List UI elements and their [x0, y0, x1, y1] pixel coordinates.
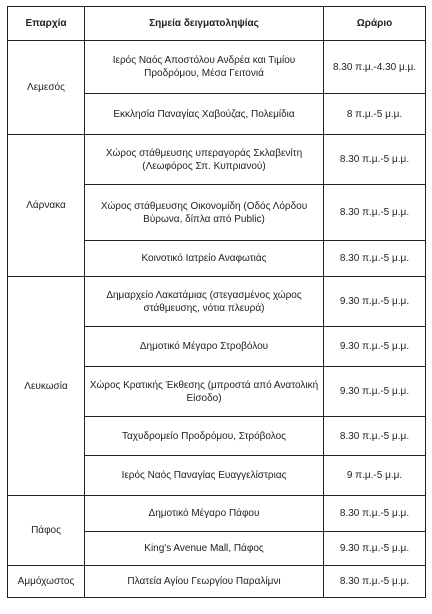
header-hours: Ωράριο — [324, 7, 426, 41]
hours-cell: 8.30 π.μ.-5 μ.μ. — [324, 566, 426, 598]
hours-cell: 9.30 π.μ.-5 μ.μ. — [324, 277, 426, 327]
location-cell: Ιερός Ναός Παναγίας Ευαγγελίστριας — [85, 456, 324, 496]
table-row — [8, 566, 426, 598]
district-cell: Πάφος — [8, 496, 85, 566]
table-row — [8, 277, 426, 327]
table-header-row — [8, 7, 426, 41]
hours-cell: 8 π.μ.-5 μ.μ. — [324, 94, 426, 135]
district-cell: Λεμεσός — [8, 41, 85, 135]
table-row — [8, 135, 426, 185]
location-cell: Δημοτικό Μέγαρο Πάφου — [85, 496, 324, 532]
location-cell: Ταχυδρομείο Προδρόμου, Στρόβολος — [85, 417, 324, 456]
location-cell: Δημοτικό Μέγαρο Στροβόλου — [85, 327, 324, 367]
hours-cell: 8.30 π.μ.-5 μ.μ. — [324, 241, 426, 277]
table-row — [8, 41, 426, 94]
hours-cell: 9.30 π.μ.-5 μ.μ. — [324, 327, 426, 367]
district-cell: Αμμόχωστος — [8, 566, 85, 598]
location-cell: Χώρος Κρατικής Έκθεσης (μπροστά από Ανατολική Είσοδο) — [85, 367, 324, 417]
table-row — [8, 496, 426, 532]
location-cell: Πλατεία Αγίου Γεωργίου Παραλίμνι — [85, 566, 324, 598]
hours-cell: 9.30 π.μ.-5 μ.μ. — [324, 532, 426, 566]
hours-cell: 9 π.μ.-5 μ.μ. — [324, 456, 426, 496]
location-cell: Κοινοτικό Ιατρείο Αναφωτιάς — [85, 241, 324, 277]
hours-cell: 8.30 π.μ.-5 μ.μ. — [324, 135, 426, 185]
location-cell: Δημαρχείο Λακατάμιας (στεγασμένος χώρος στάθμευσης, νότια πλευρά) — [85, 277, 324, 327]
location-cell: Χώρος στάθμευσης υπεραγοράς Σκλαβενίτη (Λεωφόρος Σπ. Κυπριανού) — [85, 135, 324, 185]
header-location: Σημεία δειγματοληψίας — [85, 7, 324, 41]
location-cell: Χώρος στάθμευσης Οικονομίδη (Οδός Λόρδου Βύρωνα, δίπλα από Public) — [85, 185, 324, 241]
district-cell: Λάρνακα — [8, 135, 85, 277]
sampling-schedule-table — [7, 6, 426, 598]
location-cell: Ιερός Ναός Αποστόλου Ανδρέα και Τιμίου Προδρόμου, Μέσα Γειτονιά — [85, 41, 324, 94]
hours-cell: 8.30 π.μ.-5 μ.μ. — [324, 417, 426, 456]
header-district: Επαρχία — [8, 7, 85, 41]
location-cell: Εκκλησία Παναγίας Χαβούζας, Πολεμίδια — [85, 94, 324, 135]
hours-cell: 8.30 π.μ.-4.30 μ.μ. — [324, 41, 426, 94]
hours-cell: 8.30 π.μ.-5 μ.μ. — [324, 185, 426, 241]
district-cell: Λευκωσία — [8, 277, 85, 496]
hours-cell: 9.30 π.μ.-5 μ.μ. — [324, 367, 426, 417]
location-cell: King's Avenue Mall, Πάφος — [85, 532, 324, 566]
hours-cell: 8.30 π.μ.-5 μ.μ. — [324, 496, 426, 532]
